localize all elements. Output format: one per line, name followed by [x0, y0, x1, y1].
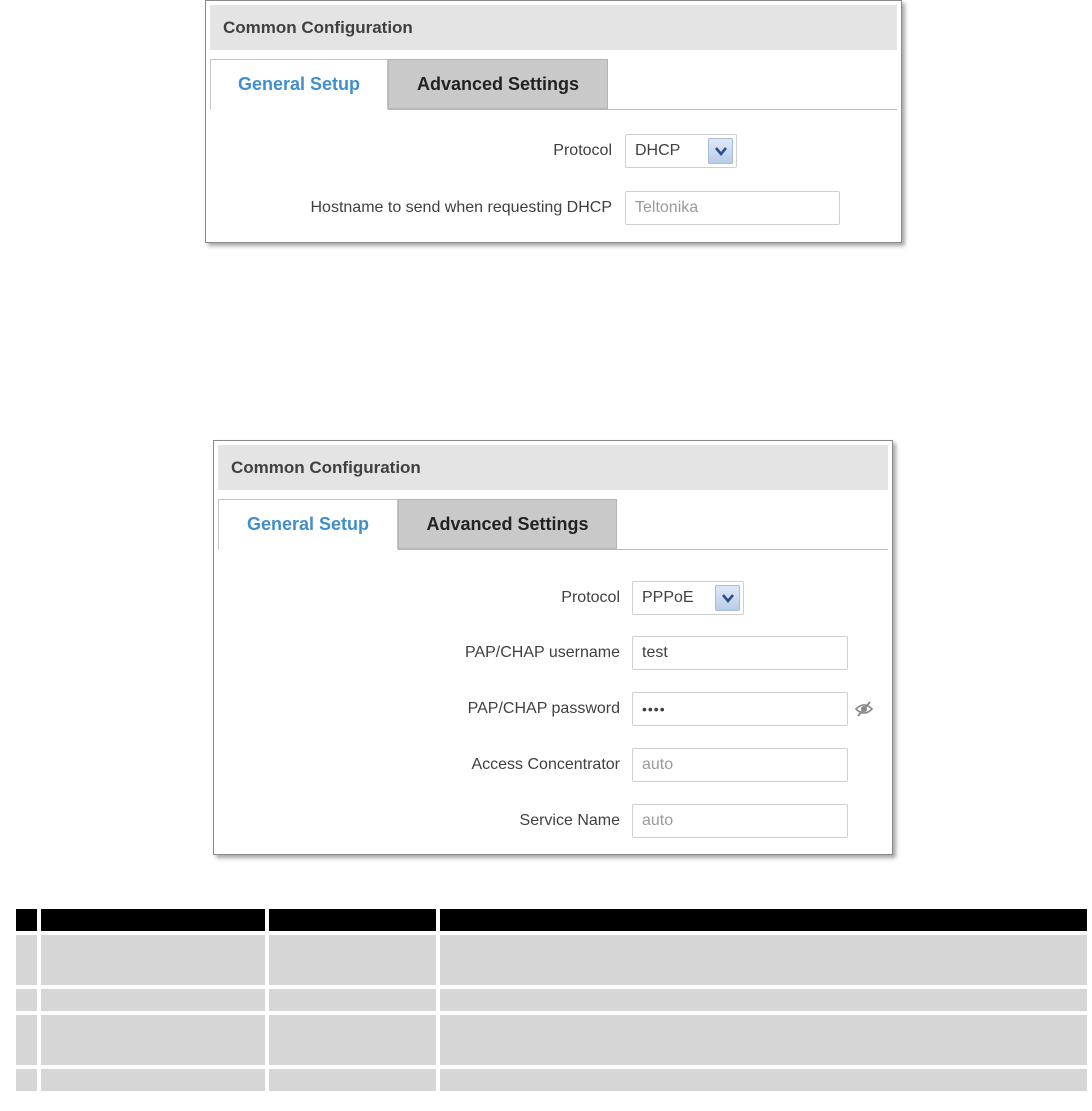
- table-row: [16, 1069, 1087, 1091]
- chevron-down-icon[interactable]: [715, 585, 740, 611]
- protocol-value: DHCP: [635, 142, 681, 159]
- table-cell: [41, 1015, 265, 1065]
- chevron-down-icon[interactable]: [708, 138, 733, 164]
- table-cell: [16, 935, 37, 985]
- protocol-select[interactable]: [625, 134, 737, 168]
- table-cell: [440, 935, 1087, 985]
- service-name-row: [214, 804, 892, 838]
- access-concentrator-label: Access Concentrator: [471, 756, 620, 773]
- password-row: [214, 692, 892, 726]
- tab-general-setup[interactable]: General Setup: [210, 59, 388, 110]
- table-cell: [41, 1069, 265, 1091]
- username-input[interactable]: test: [632, 636, 848, 670]
- eye-slash-icon[interactable]: [854, 700, 874, 718]
- table-cell: [16, 989, 37, 1011]
- hostname-input[interactable]: Teltonika: [625, 191, 840, 225]
- service-name-input[interactable]: auto: [632, 804, 848, 838]
- hostname-row: [206, 191, 901, 225]
- protocol-label: Protocol: [553, 142, 612, 159]
- table-cell: [440, 989, 1087, 1011]
- access-concentrator-row: [214, 748, 892, 782]
- table-cell: [269, 989, 436, 1011]
- table-row: [16, 989, 1087, 1011]
- password-input[interactable]: ••••: [632, 692, 848, 726]
- tab-bar: [210, 53, 897, 110]
- table-cell: [269, 1069, 436, 1091]
- tab-bar: [218, 493, 888, 550]
- table-header-cell: [41, 909, 265, 931]
- protocol-row: [206, 134, 901, 168]
- username-label: PAP/CHAP username: [464, 644, 620, 661]
- table-row: [16, 1015, 1087, 1065]
- protocol-select[interactable]: [632, 581, 744, 615]
- service-name-label: Service Name: [519, 812, 620, 829]
- table-header-cell: [16, 909, 37, 931]
- table-header-row: [16, 909, 1087, 931]
- table-header-cell: [269, 909, 436, 931]
- table-row: [16, 935, 1087, 985]
- table-cell: [41, 935, 265, 985]
- table-cell: [440, 1015, 1087, 1065]
- common-configuration-panel-pppoe: [213, 440, 893, 855]
- access-concentrator-input[interactable]: auto: [632, 748, 848, 782]
- table-cell: [269, 1015, 436, 1065]
- table-cell: [41, 989, 265, 1011]
- protocol-value: PPPoE: [642, 589, 694, 606]
- table-cell: [16, 1015, 37, 1065]
- tab-general-setup[interactable]: General Setup: [218, 499, 398, 550]
- tab-advanced-settings[interactable]: Advanced Settings: [388, 59, 608, 109]
- protocol-label: Protocol: [561, 589, 620, 606]
- common-configuration-panel-dhcp: [205, 0, 902, 243]
- table-cell: [269, 935, 436, 985]
- table-cell: [16, 1069, 37, 1091]
- tab-advanced-settings[interactable]: Advanced Settings: [398, 499, 617, 549]
- username-row: [214, 636, 892, 670]
- protocol-row: [214, 581, 892, 615]
- hostname-label: Hostname to send when requesting DHCP: [310, 199, 612, 216]
- panel-title: Common Configuration: [218, 445, 888, 490]
- panel-title: Common Configuration: [210, 5, 897, 50]
- table-cell: [440, 1069, 1087, 1091]
- table-header-cell: [440, 909, 1087, 931]
- password-label: PAP/CHAP password: [467, 700, 620, 717]
